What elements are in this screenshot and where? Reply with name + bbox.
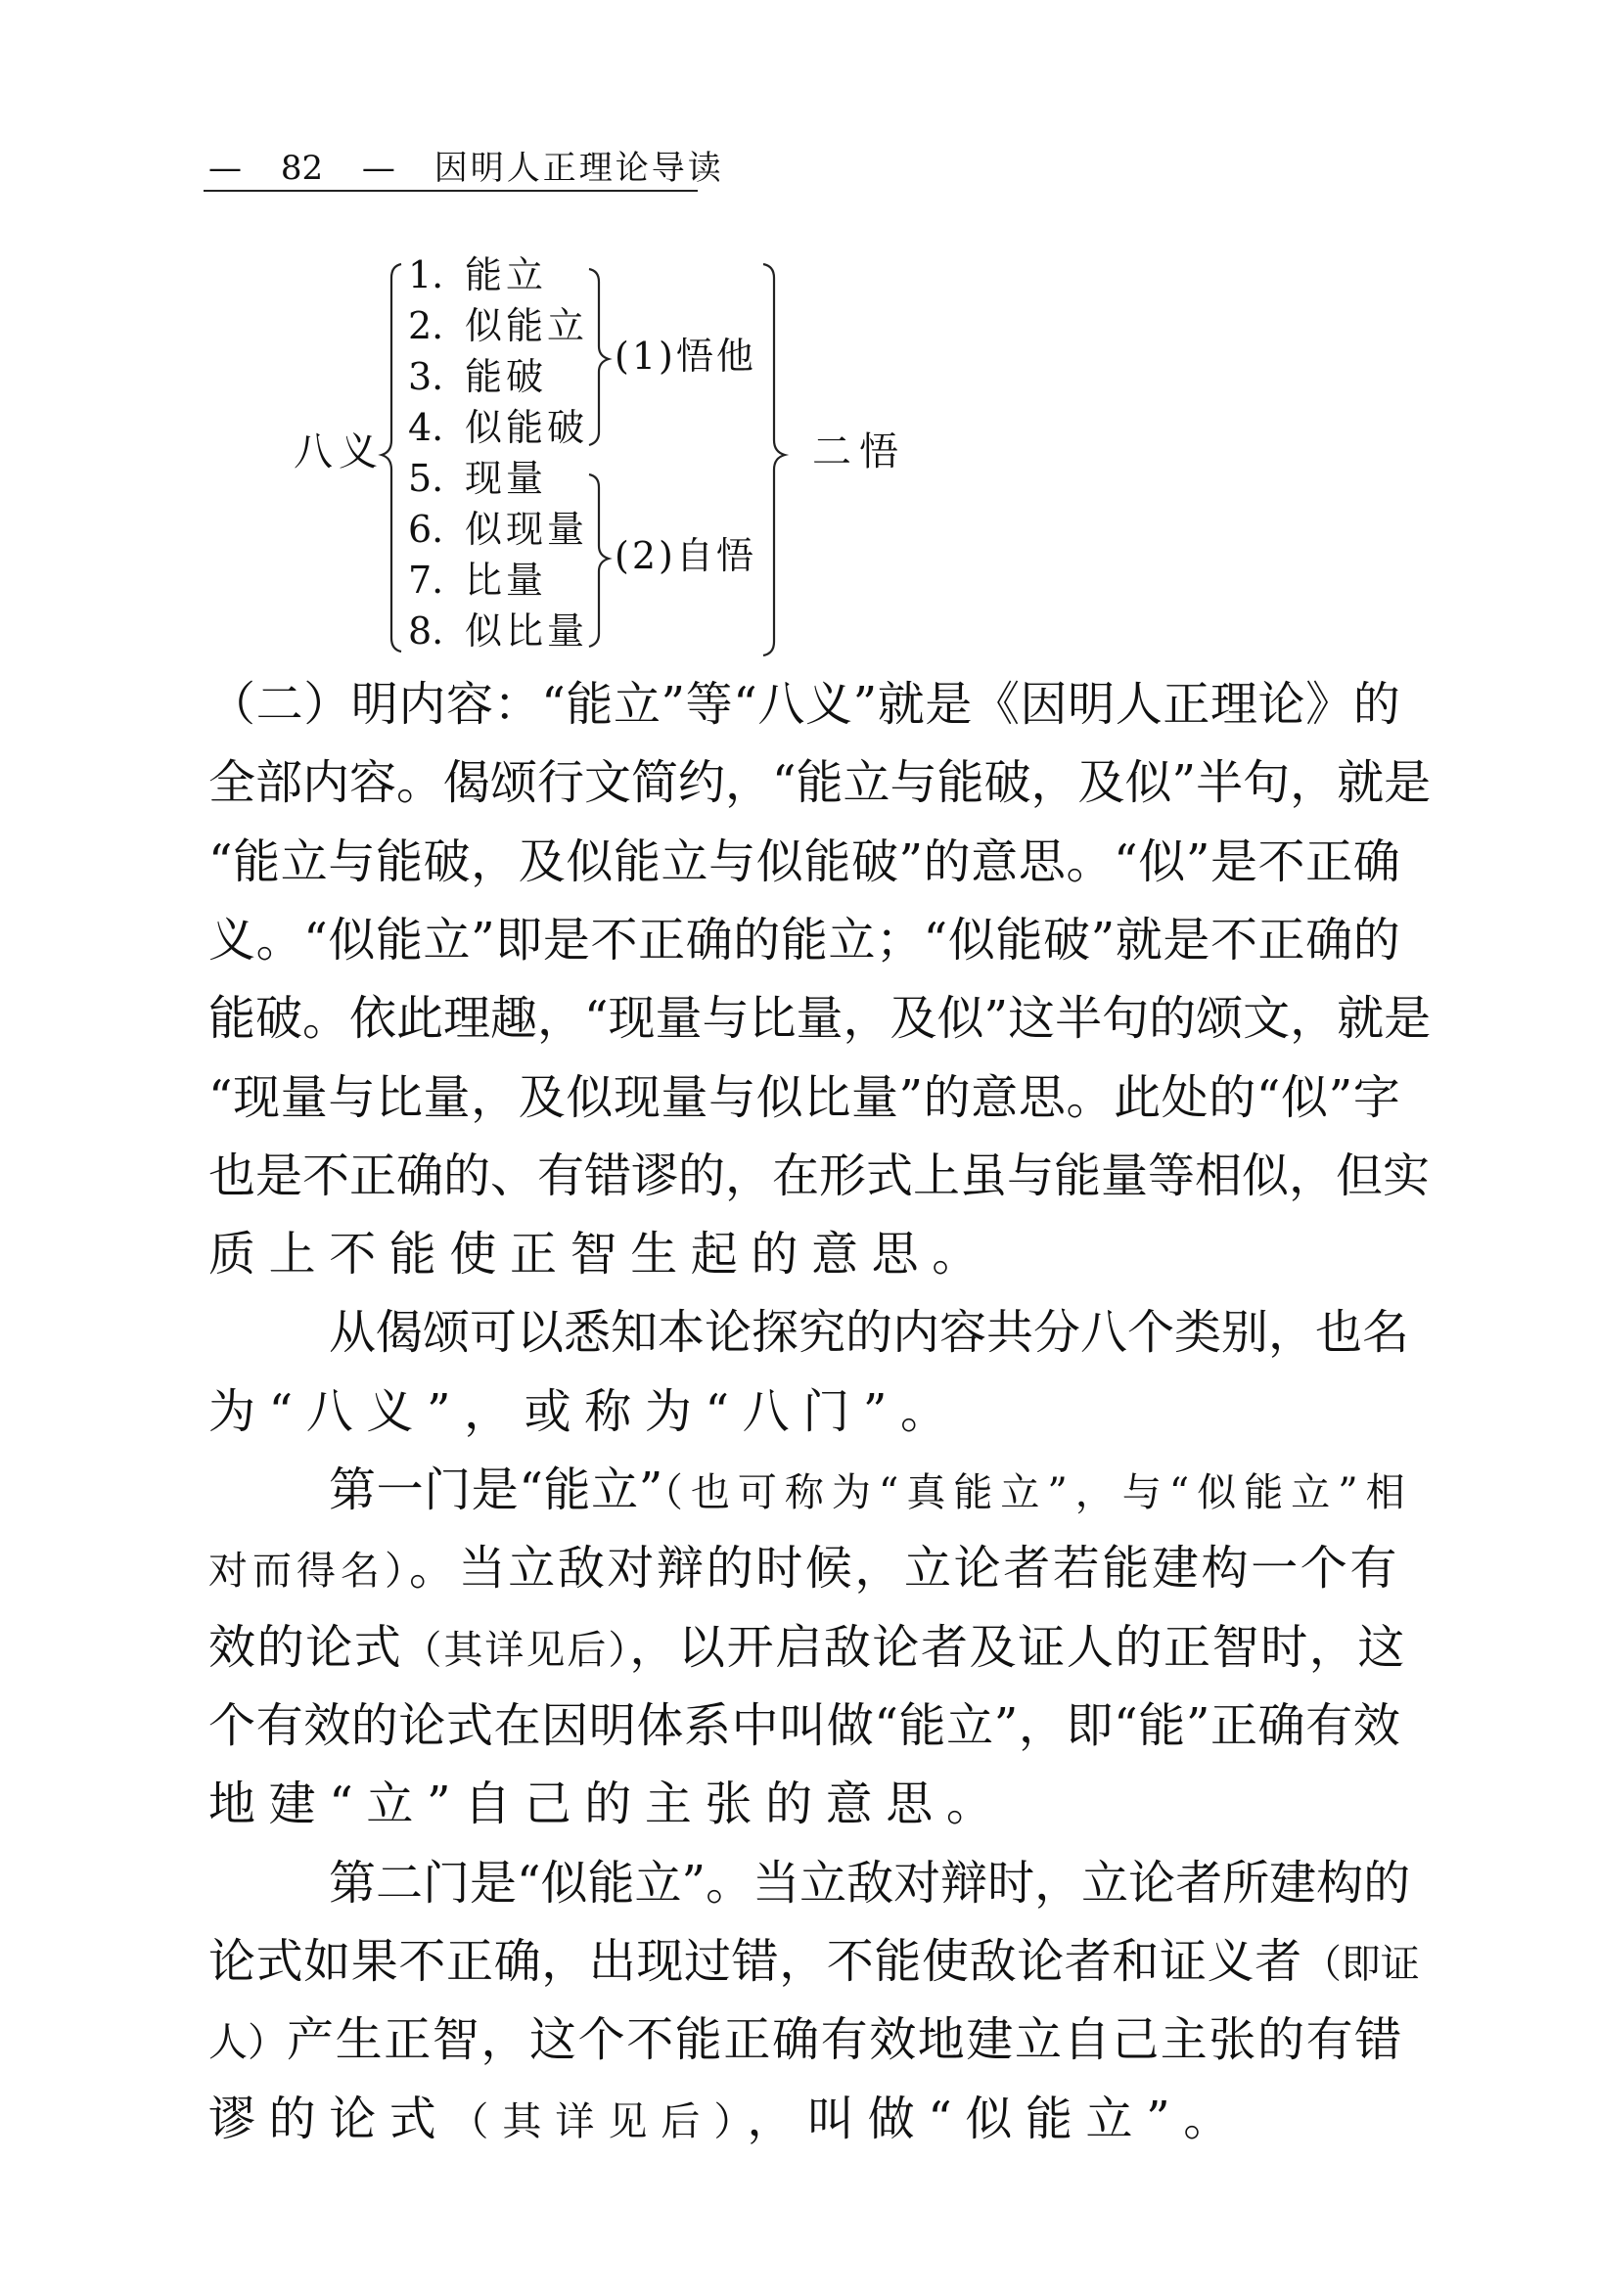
text-line-aside: 对而得名） [208, 1549, 409, 1594]
item-number: 4. [408, 406, 444, 449]
paragraph-5-line-1 [329, 1854, 1410, 1913]
left-brace [382, 264, 401, 652]
text-line: 。当立敌对辩的时候，立论者若能建构一个有 [409, 1541, 1400, 1596]
paragraph-2-line-1 [208, 675, 1400, 734]
item-text: 现量 [465, 457, 548, 500]
text-line: 能破。依此理趣，“现量与比量，及似”这半句的颂文，就是 [208, 991, 1432, 1046]
group-label-ziwu: (2)自悟 [615, 534, 756, 577]
paragraph-2-line-6 [208, 1068, 1400, 1127]
text-line: 产生正智，这个不能正确有效地建立自己主张的有错 [287, 2012, 1403, 2067]
text-line: “能立与能破，及似能立与似能破”的意思。“似”是不正确 [208, 834, 1401, 889]
text-line: （二）明内容：“能立”等“八义”就是《因明人正理论》的 [208, 677, 1401, 732]
text-line: 第一门是“能立” [329, 1463, 663, 1517]
book-title: 因明人正理论导读 [433, 149, 724, 188]
diagram-item [408, 508, 588, 551]
text-line-aside: （即证 [1301, 1942, 1420, 1987]
paragraph-3-line-2 [208, 1382, 961, 1441]
paragraph-2-line-4 [208, 911, 1400, 969]
item-text: 能破 [465, 355, 548, 398]
text-line: 个有效的论式在因明体系中叫做“能立”，即“能”正确有效 [208, 1698, 1401, 1753]
text-line: 为“八义”，或称为“八门”。 [208, 1384, 961, 1439]
item-text: 似现量 [465, 508, 589, 551]
item-text: 比量 [465, 559, 548, 602]
diagram-item [408, 253, 547, 296]
text-line: ，叫做“似能立”。 [747, 2092, 1244, 2146]
text-line: 从偈颂可以悉知本论探究的内容共分八个类别，也名 [329, 1305, 1410, 1360]
header-dash-left: — [208, 149, 242, 188]
diagram-item [408, 304, 588, 347]
group-label-wuta: (1)悟他 [615, 335, 756, 378]
text-line: 第二门是“似能立”。当立敌对辩时，立论者所建构的 [329, 1856, 1411, 1911]
text-line-aside: （其详见后） [402, 1628, 630, 1673]
paragraph-5-line-2 [208, 1932, 1420, 1991]
text-line: “现量与比量，及似现量与似比量”的意思。此处的“似”字 [208, 1070, 1401, 1125]
paragraph-5-line-4 [208, 2090, 1244, 2148]
header-rule [204, 190, 698, 192]
text-line-aside: 人） [208, 2020, 287, 2065]
text-line: 论式如果不正确，出现过错，不能使敌论者和证义者 [208, 1934, 1302, 1989]
text-line-aside: （其详见后） [449, 2099, 748, 2144]
text-line: 效的论式 [208, 1620, 403, 1675]
diagram-root-label: 八义 [294, 429, 384, 474]
text-line-aside: （也可称为“真能立”，与“似能立”相 [662, 1470, 1413, 1515]
paragraph-2-line-8 [208, 1225, 992, 1283]
diagram-summary-label: 二悟 [812, 429, 906, 474]
summary-brace [763, 264, 785, 655]
text-line: 义。“似能立”即是不正确的能立；“似能破”就是不正确的 [208, 913, 1401, 968]
paragraph-5-line-3 [208, 2010, 1403, 2069]
paragraph-2-line-3 [208, 833, 1400, 891]
paragraph-4-line-4 [208, 1696, 1400, 1755]
paragraph-4-line-5 [208, 1775, 1006, 1833]
diagram-item [408, 559, 547, 602]
paragraph-2-line-7 [208, 1147, 1430, 1205]
item-number: 5. [408, 457, 444, 500]
text-line: 质上不能使正智生起的意思。 [208, 1227, 992, 1282]
group1-brace [589, 269, 609, 445]
paragraph-3-line-1 [329, 1303, 1409, 1362]
text-line: 全部内容。偈颂行文简约，“能立与能破，及似”半句，就是 [208, 755, 1432, 810]
page-number: 82 [280, 149, 324, 188]
item-text: 能立 [465, 253, 548, 296]
diagram-item [408, 406, 588, 449]
paragraph-4-line-3 [208, 1618, 1406, 1677]
diagram-item [408, 609, 588, 653]
item-text: 似能立 [465, 304, 589, 347]
running-header [205, 147, 724, 190]
diagram-item [408, 355, 547, 398]
paragraph-2-line-2 [208, 753, 1431, 812]
text-line: 也是不正确的、有错谬的，在形式上虽与能量等相似，但实 [208, 1148, 1431, 1203]
paragraph-2-line-5 [208, 989, 1431, 1048]
item-number: 1. [408, 253, 444, 296]
paragraph-4-line-2 [208, 1539, 1399, 1598]
item-number: 6. [408, 508, 444, 551]
header-dash-right: — [361, 149, 395, 188]
diagram-item [408, 457, 547, 500]
item-number: 7. [408, 559, 444, 602]
item-text: 似能破 [465, 406, 589, 449]
item-text: 似比量 [465, 609, 589, 653]
text-line: 谬的论式 [208, 2092, 450, 2146]
paragraph-4-line-1 [329, 1461, 1413, 1519]
item-number: 2. [408, 304, 444, 347]
group2-brace [589, 474, 609, 647]
item-number: 3. [408, 355, 444, 398]
text-line: ，以开启敌论者及证人的正智时，这 [629, 1620, 1407, 1675]
item-number: 8. [408, 609, 444, 653]
text-line: 地建“立”自己的主张的意思。 [208, 1777, 1007, 1831]
